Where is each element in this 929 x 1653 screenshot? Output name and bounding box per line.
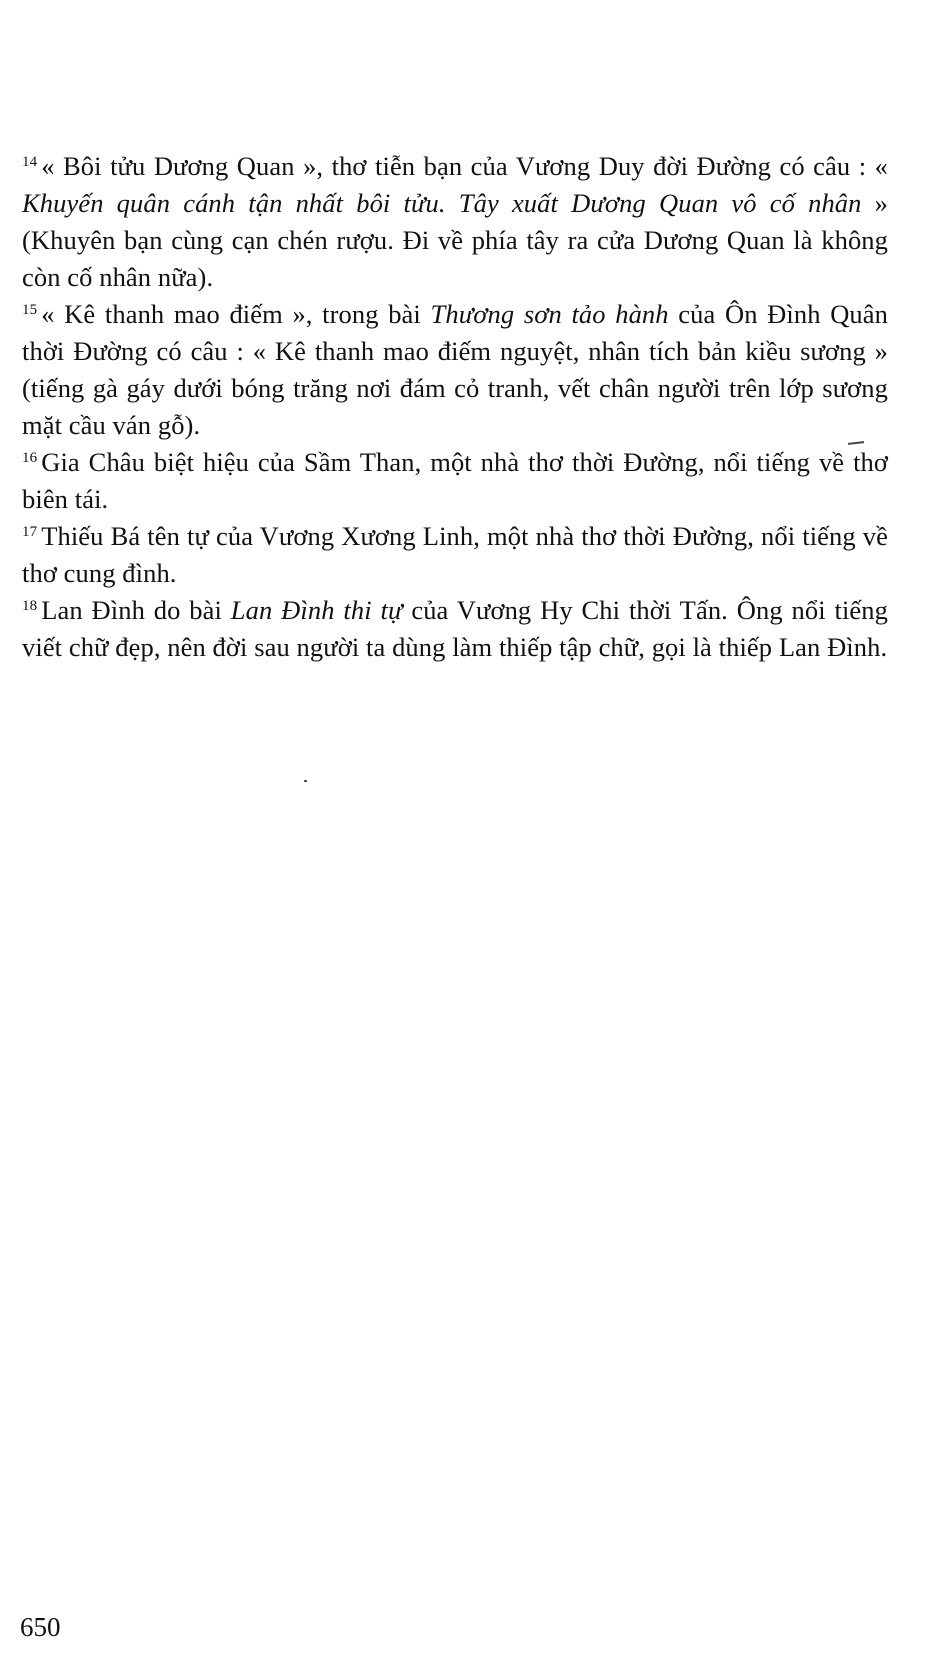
footnote-title-italic: Thương sơn tảo hành: [430, 299, 669, 329]
footnote-number: 17: [22, 524, 38, 540]
footnote-text: Gia Châu biệt hiệu của Sầm Than, một nhà thơ thời Đường, nổi tiếng về thơ biên tái.: [22, 447, 888, 514]
footnote-number: 15: [22, 302, 38, 318]
footnote-number: 14: [22, 154, 38, 170]
footnote-18: [22, 592, 888, 666]
footnote-title-italic: Lan Đình thi tự: [230, 595, 403, 625]
footnote-text: « Bôi tửu Dương Quan », thơ tiễn bạn của Vương Duy đời Đường có câu : «: [41, 151, 888, 181]
page-number: 650: [20, 1612, 61, 1642]
scan-speck: [304, 780, 307, 782]
footnotes: [22, 148, 888, 666]
footnote-number: 18: [22, 598, 38, 614]
footnote-text: của Vương Hy Chi thời Tấn. Ông nổi tiếng viết chữ đẹp, nên đời sau người ta dùng làm thiếp tập chữ, gọi là thiếp Lan Đình.: [22, 595, 888, 662]
footnote-text: Thiếu Bá tên tự của Vương Xương Linh, một nhà thơ thời Đường, nổi tiếng về thơ cung đình.: [22, 521, 888, 588]
footnote-text: « Kê thanh mao điếm », trong bài: [41, 299, 431, 329]
footnote-15: [22, 296, 888, 444]
footnote-text: Lan Đình do bài: [41, 595, 231, 625]
footnote-text: của Ôn Đình Quân thời Đường có câu : « Kê thanh mao điếm nguyệt, nhân tích bản kiều sương » (tiếng gà gáy dưới bóng trăng nơi đám cỏ tranh, vết chân người trên lớp sương mặt cầu ván gỗ).: [22, 299, 888, 440]
footnote-quote-italic: Khuyến quân cánh tận nhất bôi tửu. Tây xuất Dương Quan vô cố nhân: [22, 188, 862, 218]
footnote-16: [22, 444, 888, 518]
footnote-number: 16: [22, 450, 38, 466]
footnote-text: » (Khuyên bạn cùng cạn chén rượu. Đi về phía tây ra cửa Dương Quan là không còn cố nhân nữa).: [22, 188, 889, 292]
footnote-14: [22, 148, 888, 296]
footnote-17: [22, 518, 888, 592]
